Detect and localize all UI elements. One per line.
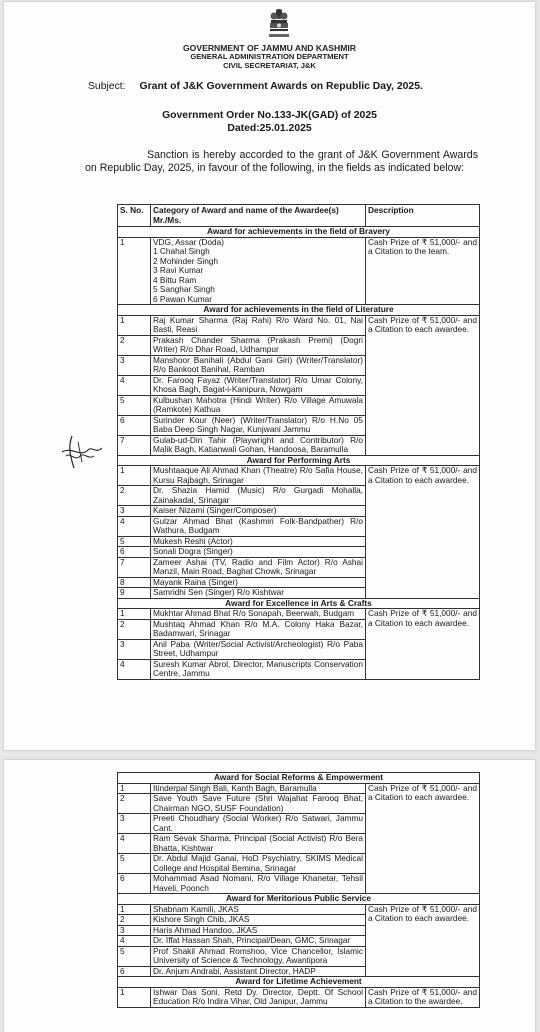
serial-number: 4 <box>118 659 151 679</box>
award-description: Cash Prize of ₹ 51,000/- and a Citation to each awardee. <box>366 783 480 894</box>
award-description: Cash Prize of ₹ 51,000/- and a Citation to the awardee. <box>366 987 480 1007</box>
awardee-cell: Dr. Anjum Andrabi, Assistant Director, HADP <box>151 966 366 977</box>
awardee-cell: Samridhi Sen (Singer) R/o Kishtwar <box>151 588 366 599</box>
serial-number: 1 <box>118 466 151 486</box>
serial-number: 3 <box>118 639 151 659</box>
order-date: Dated:25.01.2025 <box>227 123 312 134</box>
awardee-cell: Surinder Kour (Neer) (Writer/Translator) R/o H.No 05 Baba Deep Singh Nagar, Kunjwani Jammu <box>151 415 366 435</box>
serial-number: 4 <box>118 834 151 854</box>
serial-number: 4 <box>118 516 151 536</box>
section-title: Award for achievements in the field of Bravery <box>118 227 480 238</box>
award-description: Cash Prize of ₹ 51,000/- and a Citation to each awardee. <box>366 904 480 977</box>
section-title: Award for Social Reforms & Empowerment <box>118 773 480 784</box>
serial-number: 3 <box>118 355 151 375</box>
section-title: Award for Lifetime Achievement <box>118 977 480 988</box>
document-page-1 <box>4 2 535 750</box>
serial-number: 5 <box>118 946 151 966</box>
awardee-cell: Mukhtar Ahmad Bhat R/o Sonapah, Beerwah, Budgam <box>151 609 366 620</box>
awardee-cell: Kulbushan Mahotra (Hindi Writer) R/o Village Amuwala (Ramkote) Kathua <box>151 395 366 415</box>
awardee-line: 1 Chahal Singh <box>153 246 210 256</box>
awardee-line: 2 Mohinder Singh <box>153 255 219 266</box>
awardee-cell: Save Youth Save Future (Shri Wajahat Farooq Bhat, Chairman NGO, SUSF Foundation) <box>151 794 366 814</box>
serial-number: 8 <box>118 577 151 588</box>
award-description: Cash Prize of ₹ 51,000/- and a Citation to each awardee. <box>366 315 480 455</box>
awardee-cell: Raj Kumar Sharma (Raj Rahi) R/o Ward No. 01, Nai Basti, Reasi <box>151 315 366 335</box>
serial-number: 3 <box>118 506 151 517</box>
col-header-category: Category of Award and name of the Awardee(s) Mr./Ms. <box>151 205 366 227</box>
awardee-cell: Ram Sevak Sharma, Principal (Social Activist) R/o Bera Bhatta, Kishtwar <box>151 834 366 854</box>
table-row <box>118 783 480 794</box>
serial-number: 6 <box>118 874 151 894</box>
serial-number: 1 <box>118 987 151 1007</box>
award-description: Cash Prize of ₹ 51,000/- and a Citation to the team. <box>366 237 480 305</box>
serial-number: 7 <box>118 435 151 455</box>
awardee-cell: Preeti Choudhary (Social Worker) R/o Satwari, Jammu Cant. <box>151 814 366 834</box>
section-title: Award for Performing Arts <box>118 455 480 466</box>
state-emblem-icon <box>266 7 292 41</box>
serial-number: 1 <box>118 237 151 305</box>
serial-number: 3 <box>118 814 151 834</box>
secretariat-header: CIVIL SECRETARIAT, J&K <box>223 61 316 70</box>
serial-number: 2 <box>118 486 151 506</box>
serial-number: 3 <box>118 925 151 936</box>
table-row <box>118 904 480 915</box>
document-page-2 <box>4 760 535 1032</box>
awardee-cell: Zameer Ashai (TV, Radio and Film Actor) R/o Ashai Manzil, Main Road, Baghat Chowk, Srinagar <box>151 557 366 577</box>
awardee-cell: Mukesh Reshi (Actor) <box>151 536 366 547</box>
section-header-row <box>118 977 480 988</box>
serial-number: 4 <box>118 375 151 395</box>
awardee-cell: Dr. Abdul Majid Ganai, HoD Psychiatry, SKIMS Medical College and Hospital Bemina, Srinagar <box>151 854 366 874</box>
section-header-row <box>118 227 480 238</box>
section-header-row <box>118 894 480 905</box>
awardee-line: 4 Bittu Ram <box>153 274 197 285</box>
awardee-cell: Suresh Kumar Abrol, Director, Manuscripts Conservation Centre, Jammu <box>151 659 366 679</box>
section-header-row <box>118 305 480 316</box>
serial-number: 4 <box>118 936 151 947</box>
serial-number: 2 <box>118 794 151 814</box>
section-title: Award for Meritorious Public Service <box>118 894 480 905</box>
awardee-cell: Prakash Chander Sharma (Prakash Premi) (Dogri Writer) R/o Dhar Road, Udhampur <box>151 335 366 355</box>
awardee-line: 6 Pawan Kumar <box>153 293 213 304</box>
signature-mark <box>58 432 104 472</box>
awardee-cell: Sonali Dogra (Singer) <box>151 547 366 558</box>
awardee-cell: Manshoor Banihali (Abdul Gani Giri) (Writer/Translator) R/o Bankoot Banihal, Ramban <box>151 355 366 375</box>
serial-number: 2 <box>118 619 151 639</box>
serial-number: 1 <box>118 783 151 794</box>
table-row <box>118 237 480 305</box>
table-row <box>118 609 480 620</box>
awardee-cell: Kaiser Nizami (Singer/Composer) <box>151 506 366 517</box>
awardee-cell: Anil Paba (Writer/Social Activist/Archeologist) R/o Paba Street, Udhampur <box>151 639 366 659</box>
awardee-line: 3 Ravi Kumar <box>153 265 204 275</box>
awardee-cell: Mushtaq Ahmad Khan R/o M.A. Colony Haka Bazar, Badamwari, Srinagar <box>151 619 366 639</box>
table-header-row <box>118 205 480 227</box>
awardee-cell: Dr. Shazia Hamid (Music) R/o Gurgadi Mohalla, Zainakadal, Srinagar <box>151 486 366 506</box>
awardee-cell: Gulab-ud-Din Tahir (Playwright and Contributor) R/o Malik Bagh, Katianwali Gohan, Handoosa, Baramulla <box>151 435 366 455</box>
subject-label: Subject: <box>88 81 126 92</box>
awardee-cell: Kishore Singh Chib, JKAS <box>151 915 366 926</box>
serial-number: 7 <box>118 557 151 577</box>
awardee-cell: Itinderpal Singh Bali, Kanth Bagh, Baramulla <box>151 783 366 794</box>
col-header-description: Description <box>366 205 480 227</box>
section-header-row <box>118 455 480 466</box>
section-header-row <box>118 598 480 609</box>
serial-number: 1 <box>118 609 151 620</box>
sanction-paragraph <box>85 149 478 174</box>
serial-number: 2 <box>118 915 151 926</box>
award-description: Cash Prize of ₹ 51,000/- and a Citation to each awardee. <box>366 609 480 680</box>
subject-text: Grant of J&K Government Awards on Republic Day, 2025. <box>139 81 423 92</box>
serial-number: 5 <box>118 536 151 547</box>
awardee-line: VDG, Assar (Doda) <box>153 237 225 247</box>
sanction-text: Sanction is hereby accorded to the grant of J&K Government Awards on Republic Day, 2025, in favour of the following, in the fields as indicated below: <box>85 149 478 174</box>
award-description: Cash Prize of ₹ 51,000/- and a Citation to each awardee. <box>366 466 480 599</box>
subject-line <box>88 81 423 92</box>
awardee-cell: Haris Ahmad Handoo, JKAS <box>151 925 366 936</box>
serial-number: 6 <box>118 966 151 977</box>
awards-table-page-1 <box>117 204 480 680</box>
awardee-cell: Mohammad Asad Nomani, R/o Village Khanetar, Tehsil Haveli, Poonch <box>151 874 366 894</box>
awardee-cell: Dr. Iffat Hassan Shah, Principal/Dean, GMC, Srinagar <box>151 936 366 947</box>
department-header: GENERAL ADMINISTRATION DEPARTMENT <box>190 52 349 61</box>
govt-header: GOVERNMENT OF JAMMU AND KASHMIR <box>183 43 356 53</box>
section-header-row <box>118 773 480 784</box>
serial-number: 2 <box>118 335 151 355</box>
serial-number: 6 <box>118 415 151 435</box>
awardee-cell: Shabnam Kamili, JKAS <box>151 904 366 915</box>
awardee-cell: Mayank Raina (Singer) <box>151 577 366 588</box>
order-number: Government Order No.133-JK(GAD) of 2025 <box>162 110 377 121</box>
serial-number: 5 <box>118 395 151 415</box>
awardee-cell: Ishwar Das Soni, Retd Dy. Director, Deptt. Of School Education R/o Indira Vihar, Old Janipur, Jammu <box>151 987 366 1007</box>
awardee-cell <box>151 237 366 305</box>
awardee-cell: Dr. Farooq Fayaz (Writer/Translator) R/o Umar Colony, Khosa Bagh, Bagat-i-Kanipura, Nowgam <box>151 375 366 395</box>
awards-table-page-2 <box>117 772 480 1008</box>
serial-number: 1 <box>118 904 151 915</box>
awardee-cell: Mushtaaque Ali Ahmad Khan (Theatre) R/o Safia House, Kursu Rajbagh, Srinagar <box>151 466 366 486</box>
section-title: Award for Excellence in Arts & Crafts <box>118 598 480 609</box>
awardee-line: 5 Sanghar Singh <box>153 284 215 294</box>
serial-number: 9 <box>118 588 151 599</box>
awardee-cell: Gulzar Ahmad Bhat (Kashmiri Folk-Bandpather) R/o Wathura, Budgam <box>151 516 366 536</box>
table-row <box>118 315 480 335</box>
section-title: Award for achievements in the field of Literature <box>118 305 480 316</box>
table-row <box>118 466 480 486</box>
serial-number: 6 <box>118 547 151 558</box>
awardee-cell: Prof Shakil Ahmad Romshoo, Vice Chancellor, Islamic University of Science & Technology, Awantipora <box>151 946 366 966</box>
serial-number: 1 <box>118 315 151 335</box>
serial-number: 5 <box>118 854 151 874</box>
col-header-sno: S. No. <box>118 205 151 227</box>
table-row <box>118 987 480 1007</box>
